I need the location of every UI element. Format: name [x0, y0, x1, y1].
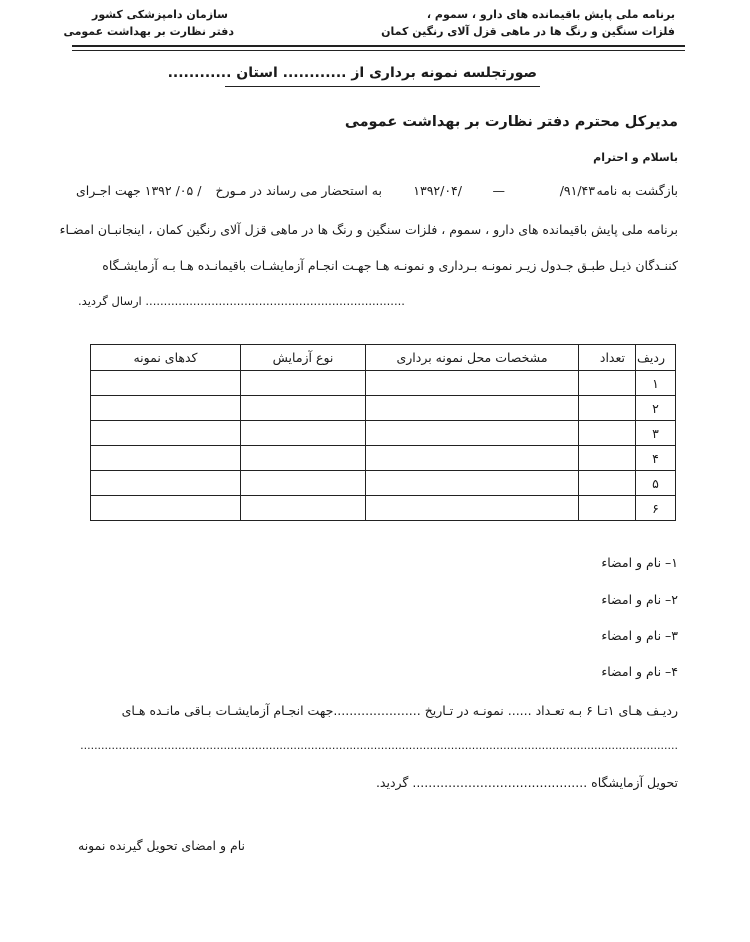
table-row	[91, 471, 676, 496]
letter-line3: کننـدگان ذیـل طبـق جـدول زیـر نمونـه بـرداری و نمونـه هـا جهـت انجـام آزمایشـات باقیمانـده هـا بـه آزمایشـگاه	[102, 258, 678, 273]
addressee: مدیرکل محترم دفتر نظارت بر بهداشت عمومی	[344, 114, 678, 130]
letter-line2: برنامه ملی پایش باقیمانده های دارو ، سموم ، فلزات سنگین و رنگ ها در ماهی قزل آلای رنگین کمان ، اینجانبـان امضـاء	[59, 222, 678, 237]
cell-count[interactable]	[579, 371, 636, 396]
cell-location[interactable]	[366, 446, 579, 471]
row-number: ۳	[636, 421, 676, 446]
cell-test-type[interactable]	[241, 396, 366, 421]
title-underline	[225, 86, 540, 87]
cell-count[interactable]	[579, 446, 636, 471]
letter-line1-ref: بازگشت به نامه	[596, 183, 678, 198]
letter-ref-date: /۱۳۹۲/۰۴	[413, 183, 462, 198]
cell-sample-codes[interactable]	[91, 371, 241, 396]
greeting: باسلام و احترام	[593, 151, 678, 164]
cell-location[interactable]	[366, 421, 579, 446]
cell-location[interactable]	[366, 496, 579, 521]
cell-test-type[interactable]	[241, 446, 366, 471]
col-header-sample-codes: کدهای نمونه	[91, 345, 241, 371]
cell-count[interactable]	[579, 471, 636, 496]
col-header-location: مشخصات محل نمونه برداری	[366, 345, 579, 371]
letter-line4: ....................................................................... ارسال گردید.	[78, 294, 405, 308]
cell-count[interactable]	[579, 396, 636, 421]
header-org-line2: دفتر نظارت بر بهداشت عمومی	[63, 25, 234, 38]
row-number: ۱	[636, 371, 676, 396]
table-row	[91, 371, 676, 396]
cell-test-type[interactable]	[241, 371, 366, 396]
row-number: ۶	[636, 496, 676, 521]
header-org-line1: سازمان دامپزشکی کشور	[92, 8, 228, 21]
letter-line1-statement: به استحضار می رساند در مـورخ	[215, 183, 382, 198]
cell-count[interactable]	[579, 496, 636, 521]
cell-location[interactable]	[366, 396, 579, 421]
cell-location[interactable]	[366, 471, 579, 496]
signature-line-1: ۱– نام و امضاء	[601, 555, 678, 570]
letter-line1-date: / ۰۵/ ۱۳۹۲ جهت اجـرای	[76, 183, 202, 198]
document-title: صورتجلسه نمونه برداری از ............ استان ............	[167, 65, 537, 81]
table-row	[91, 496, 676, 521]
cell-test-type[interactable]	[241, 471, 366, 496]
row-number: ۲	[636, 396, 676, 421]
signature-line-4: ۴– نام و امضاء	[601, 664, 678, 679]
cell-sample-codes[interactable]	[91, 471, 241, 496]
cell-sample-codes[interactable]	[91, 396, 241, 421]
cell-location[interactable]	[366, 371, 579, 396]
sample-table	[90, 344, 676, 521]
table-row	[91, 396, 676, 421]
header-rule-thick	[72, 45, 685, 47]
cell-test-type[interactable]	[241, 496, 366, 521]
signature-line-3: ۳– نام و امضاء	[601, 628, 678, 643]
cell-count[interactable]	[579, 421, 636, 446]
receiver-signature: نام و امضای تحویل گیرنده نمونه	[78, 838, 246, 853]
header-rule-thin	[72, 50, 685, 51]
letter-ref-dash: —	[492, 183, 505, 198]
signature-line-2: ۲– نام و امضاء	[601, 592, 678, 607]
row-number: ۵	[636, 471, 676, 496]
delivery-line3: تحویل آزمایشگاه ............................................ گردید.	[375, 775, 678, 790]
col-header-count: تعداد	[579, 345, 636, 371]
cell-sample-codes[interactable]	[91, 421, 241, 446]
col-header-row-number: ردیف	[636, 345, 676, 371]
delivery-line1: ردیـف هـای ۱تـا ۶ بـه تعـداد ...... نمونـه در تـاریخ ......................جهت انجـام آزمایشـات بـاقی مانـده هـای	[121, 703, 678, 718]
table-row	[91, 421, 676, 446]
cell-test-type[interactable]	[241, 421, 366, 446]
col-header-test-type: نوع آزمایش	[241, 345, 366, 371]
letter-ref-number: ۹۱/۴۳/	[559, 183, 595, 198]
header-program-line1: برنامه ملی پایش باقیمانده های دارو ، سموم ،	[426, 8, 675, 21]
cell-sample-codes[interactable]	[91, 496, 241, 521]
table-row	[91, 446, 676, 471]
table-header-row	[91, 345, 676, 371]
row-number: ۴	[636, 446, 676, 471]
header-program-line2: فلزات سنگین و رنگ ها در ماهی قزل آلای رنگین کمان	[381, 25, 675, 38]
delivery-line2: ...........................................................................................................................................................................	[80, 739, 678, 752]
cell-sample-codes[interactable]	[91, 446, 241, 471]
